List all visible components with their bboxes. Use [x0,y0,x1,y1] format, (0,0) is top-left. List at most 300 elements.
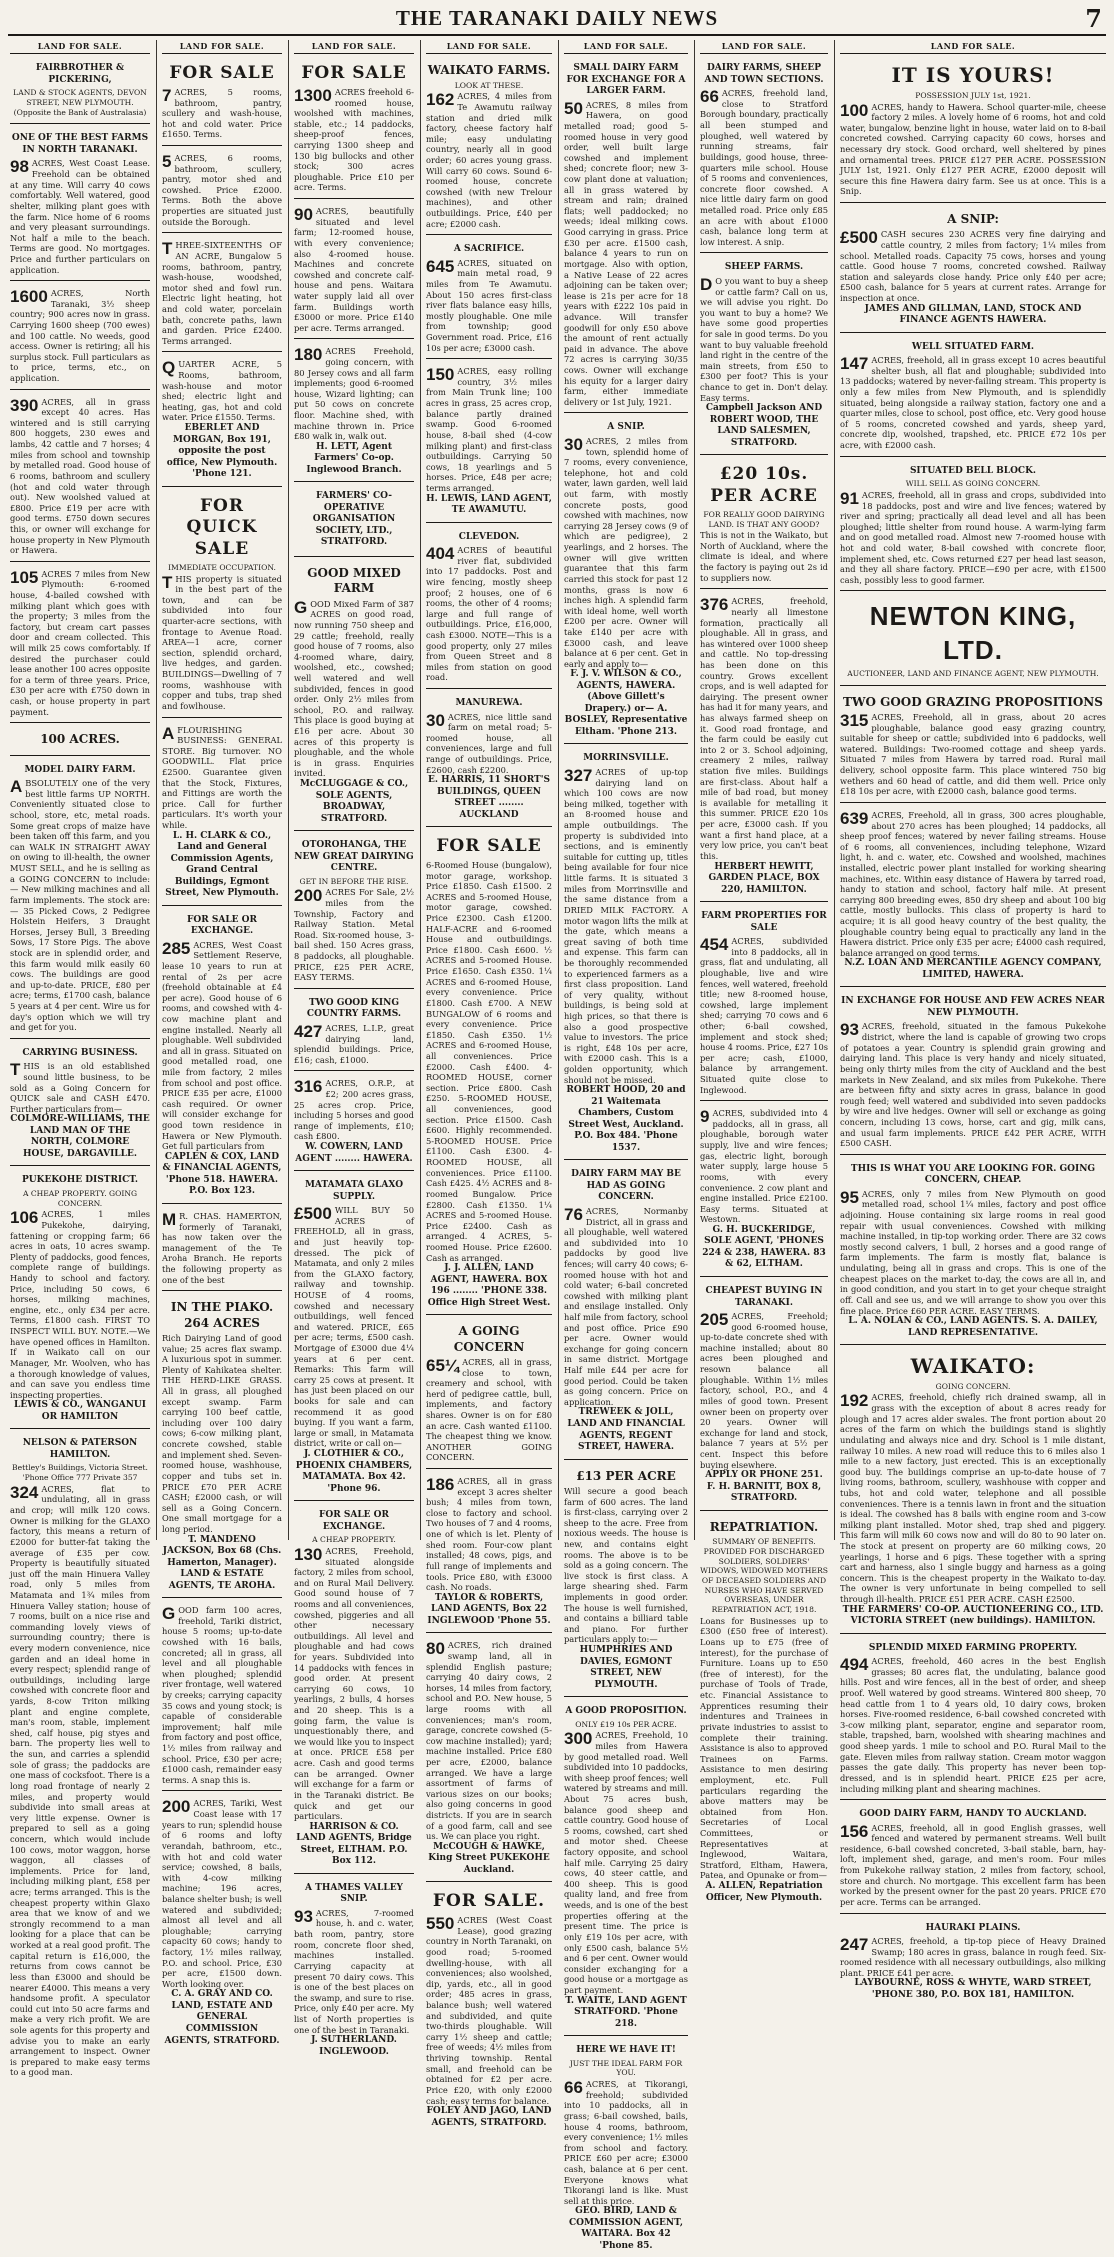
ad-body [426,366,552,493]
ad-acreage: 550 [426,1914,455,1934]
ad-body-text: ACRES, O.R.P., at £2; 200 acres grass, 25 acres crop. Price, including 5 horses and good range of implements, £10; cash £800. [294,1078,414,1142]
ad-heading: ONE OF THE BEST FARMS IN NORTH TARANAKI. [11,133,149,155]
ad-body [426,1476,552,1593]
column-4 [422,40,556,2128]
ad-acreage: 454 [700,935,729,955]
ad-agent-signature: CAPLEN & COX, LAND & FINANCIAL AGENTS, 'Phone 518. HAWERA. P.O. Box 123. [162,1151,282,1197]
ad-heading: WAIKATO FARMS. [427,63,551,78]
classified-ad [700,592,828,902]
ad-body [700,596,828,861]
ad-body [840,1021,1106,1148]
ad-agent-signature: FOLEY AND JAGO, LAND AGENTS, STRATFORD. [426,2106,552,2128]
classified-ad [162,1794,282,2052]
ad-body-text: ACRES, all in grass, close to town, creamery and school, with herd of pedigree cattle, bull, implements, and factory shares. Owner is on for £80 an acre. Cash wanted £1100. The cheapest thing we know. ANOTHER GOING CONCERN. [426,1356,552,1463]
ad-acreage: D [700,274,713,294]
ad-heading: TWO GOOD GRAZING PROPOSITIONS [843,694,1103,709]
classified-ad [162,1294,282,1598]
ad-heading: TWO GOOD KING COUNTRY FARMS. [306,997,402,1020]
ad-heading: FOR SALE. [432,1891,546,1912]
classified-ad [700,905,828,1101]
ad-body-text: ACRES, freehold, 460 acres in the best English grasses; 80 acres flat, the undulating, balance good hills. Post and wire fences, all in the best of order, and sheep proof. Well watered by good streams. Wintered 800 sheep, 70 head cattle from 1 to 4 years old, 10 dairy cows, broken horses. Five-roomed residence, 6-bail cowshed concreted with 3-cow milking plant, separator, engine and separator room, stable, trapshed, barn, woolshed with shearing machines and good sheep yards. 1 mile to school and P.O. Rural Mail to the gate. Eleven miles from railway station. Cream motor waggon passes the gate daily. This property has never been top-dressed, and is in splendid heart. PRICE £25 per acre, including milking plant and shearing machines. [840,1656,1106,1794]
ad-agent-signature: HUMPHRIES AND DAVIES, EGMONT STREET, NEW PLYMOUTH. [579,1645,673,1690]
ad-body-text: ACRES, all in grass except 40 acres. Has wintered and is still carrying 800 hoggets, 230 ewes and lambs, 42 cattle and 7 horses; 4 miles from school and township by metalled road. Good house of 6 rooms, bathroom and scullery (hot and cold water through out). New woolshed valued at £800. Price £19 per acre with good terms. £750 down secures this, or owner will exchange for house property in New Plymouth or Hawera. [10,396,150,556]
ad-heading: MATAMATA GLAXO SUPPLY. [304,1180,404,1202]
column-section-header: LAND FOR SALE. [294,40,414,54]
ad-heading: £13 PER ACRE [576,1468,676,1483]
ad-agent-signature: McCOUGH & HAWKE, King Street PUKEKOHE Auckland. [428,1841,550,1875]
ad-body-text: ACRES 7 miles from New Plymouth: 6-roomed house, 4-bailed cowshed with milking plant which goes with the property; 3 miles from the factory, but cream cart passes door and cream collected. This will milk 25 cows comfortably. If desired the purchaser could lease another 100 acres opposite for a term of three years. Price, £30 per acre with £750 down in cash, or house property in part payment. [10,568,150,717]
ad-acreage: 147 [840,354,869,374]
ad-agent-signature: COLMORE-WILLIAMS, THE LAND MAN OF THE NORTH, COLMORE HOUSE, DARGAVILLE. [10,1114,150,1159]
column-section-header: LAND FOR SALE. [700,40,828,54]
ad-body-text: ACRES (West Coast Lease), good grazing country in North Taranaki, on good road; 5-roomed dwelling-house, with all conveniences; also woolshed, dip, yards, etc., all in good order; 485 acres in grass, balance bush; well watered and subdivided, and quite two-thirds ploughable. Will carry 1½ sheep and cattle; free of weeds; 4½ miles from thriving township. Rental small, and freehold can be obtained for £2 per acre. Price £20, with only £2000 cash; easy terms for balance. [426,1915,552,2106]
ad-agent-signature: E. HARRIS, 11 SHORT'S BUILDINGS, QUEEN STREET ........ AUCKLAND [427,775,550,820]
ad-body [564,1730,688,1995]
ad-body-text: ACRES, 4 miles from Te Awamutu railway station and dried milk factory, cheese factory half mile; easy undulating country, nearly all in good order; 60 acres young grass. Will carry 60 cows. Sound 6-roomed house, concrete cowshed (with new Trelour machines), and other outbuildings. Price, £40 per acre; £2000 cash. [426,91,552,229]
classified-ad [162,57,282,146]
classified-ad [700,1104,828,1277]
ad-body [840,810,1106,959]
ad-body [294,346,414,441]
ad-body-text: ACRES, all in grass except 3 acres shelter bush; 4 miles from town, close to factory and school. Two houses of 7 and 4 rooms, one of which is let. Plenty of shed room. Four-cow plant installed; 48 cows, pigs, and full range of implements and tools. Price £80, with £3000 cash. No roads. [426,1476,552,1593]
ad-agent-signature: L. H. CLARK & CO., Land and General Commission Agents, Grand Central Buildings, Egmont Street, New Plymouth. [165,830,279,899]
ad-body-text: OOD farm 100 acres, freehold, Tariki district, house 5 rooms; up-to-date cowshed with 16 bails, concreted; all in grass, all level and all ploughable when ploughed; splendid river frontage, well watered by creeks; carrying capacity 35 cows and young stock; is capable of considerable improvement; half mile from factory and post office, 1½ miles from railway and school. Price, £30 per acre; £1000 cash, remainder easy terms. A snap this is. [162,1605,282,1785]
ad-body [162,359,282,423]
ad-subheading: AUCTIONEER, LAND AND FINANCE AGENT, NEW PLYMOUTH. [847,668,1099,678]
classified-ad [840,1917,1106,2007]
ad-body [840,1823,1106,1908]
ad-body [294,1205,414,1449]
ad-body-text: UARTER ACRE, 5 Rooms, bathroom, wash-house and motor shed; electric light and heating, gas, hot and cold water. Price £1550. Terms. [162,359,282,423]
classified-ad [840,1637,1106,1800]
classified-ad [162,149,282,233]
ad-body [564,1206,688,1408]
classified-ad [426,362,552,522]
ad-heading: MANUREWA. [455,698,523,709]
ad-body [840,102,1106,197]
ad-body-text: ACRES, freehold, all in grass and crops, subdivided into 18 paddocks, post and wire and live fences; watered by river and spring; practically all dead level and all has been ploughed; little shelter from round house. A warm-lying farm and on good metalled road. Almost new 7-roomed house with hot and cold water, 8-bail cowshed with concrete floor, implement shed, etc. Cows returned £27 per head last season, and they all share factory. PRICE—£90 per acre, with £1500 cash, possibly less to good farmer. [840,489,1106,585]
ad-agent-signature: L. A. NOLAN & CO., LAND AGENTS. S. A. DAILEY, LAND REPRESENTATIVE. [848,1316,1098,1338]
ad-acreage: 30 [564,434,583,454]
classified-ad [10,284,150,389]
ad-body-text: ACRES, at Tikorangi, freehold; subdivided into 10 paddocks, all in grass; 6-bail cowshed, bails, house 4 rooms, bathroom, every convenience; 1½ miles from school and factory. PRICE £60 per acre; £3000 cash, balance at 6 per cent. Everyone knows what Tikorangi land is like. Must sell at this price. [564,2079,688,2206]
ad-acreage: 7 [162,85,172,105]
classified-ad [294,1174,414,1501]
ad-body-text: ACRES, Freehold; good 6-roomed house, up-to-date concrete shed with machine installed; about 80 acres been ploughed and resown balance all ploughable. Within 1½ miles factory, school, P.O., and 4 miles of good town. Present owner been on property over 20 years. Owner will exchange for land and stock, balance 7 years at 5½ per cent. Inspect this before buying elsewhere. [700,1311,828,1470]
ad-body [162,940,282,1152]
ad-agent-signature: LEWIS & CO., WANGANUI OR HAMILTON [14,1400,146,1422]
ad-body-text: ACRES, handy to Hawera. School quarter-mile, cheese factory 2 miles. A lovely home of 6 rooms, hot and cold water, bungalow, benzine light in house, water laid on to 8-bail concreted cowshed. Carrying capacity 60 cows, horses and necessary dry stock. Good orchard, well sheltered by pines and ornamental trees. PRICE £127 PER ACRE. POSSESSION JULY 1st, 1921. Only £127 PER ACRE, £2000 deposit will secure this fine Hawera dairy farm. See us at once. This is a Snip. [840,101,1106,197]
ad-acreage: 30 [426,710,445,730]
ad-body-text: Will secure a good beach farm of 600 acres. The land is first-class, carrying over 2 sheep to the acre. Free from noxious weeds. The house is new, and contains eight rooms. The above is to be sold as a going concern. The live stock is first class. A large shearing shed. Farm implements in good order. The house is well furnished, and contains a billiard table and piano. For further particulars apply to:— [564,1485,688,1645]
classified-ad [426,238,552,359]
ad-body [162,153,282,227]
ad-body-text: ACRES, freehold, nearly all limestone formation, practically all ploughable. All in grass, and has wintered over 1000 sheep and cattle. No top-dressing has been done on this country. Grows excellent crops, and is well adapted for dairying. The present owner has had it for many years, and has always farmed sheep on it. Good road frontage, and the farm could be easily cut into 2 or 3. School adjoining, creamery 2 miles, railway station five miles. Buildings are first-class. About half a mile of bad road, but money is available for metalling it this summer. PRICE £20 10s per acre, £3000 cash. If you want a first hand place, at a very low price, you can't beat this. [700,596,828,861]
ad-body-text: O you want to buy a sheep or cattle farm? Call on us, we will advise you right. Do you want to buy a home? We have some good properties for sale in good terms. Do you want to buy valuable freehold land right in the centre of the main streets, from £50 to £300 per foot? This is your chance to get in. Don't delay. Easy terms. [700,275,828,403]
ad-agent-signature: ROBERT HOOD, 20 and 21 Waitemata Chambers, Custom Street West, Auckland. P.O. Box 484. 'Phone 1537. [566,1085,686,1153]
ad-body-text: ACRES, L.I.P., great dairying land, splendid buildings. Price, £16; cash, £1000. [294,1022,414,1065]
ad-heading: SMALL DAIRY FARM FOR EXCHANGE FOR A LARGER FARM. [566,63,686,97]
newspaper-title: THE TARANAKI DAILY NEWS [395,6,719,30]
ad-body-text: ACRES, North Taranaki, 3½ sheep country; 900 acres now in grass. Carrying 1600 sheep (700 ewes) and 100 cattle. No weeds, good access. Owner is retiring; all his surplus stock. Full particulars as to price, terms, etc., on application. [10,288,150,384]
ad-body [294,1908,414,2035]
ad-body [840,229,1106,303]
classified-ad [426,830,552,1315]
ad-body-text: ACRES of beautiful river flat, subdivided into 17 paddocks. Post and wire fencing, mostly sheep proof; 2 houses, one of 6 rooms, the other of 4 rooms; large and full range of outbuildings. Price, £16,000, cash £3000. NOTE—This is a good property, only 27 miles from Queen Street and 8 miles from station on good road. [426,545,552,683]
ad-body [294,87,414,193]
ad-acreage: 324 [10,1482,39,1502]
ad-heading: REPATRIATION. [709,1519,819,1534]
ad-agent-signature: APPLY OR PHONE 251. F. H. BARNITT, BOX 8, STRATFORD. [705,1470,823,1504]
column-divider [834,40,835,1540]
ad-body [10,1061,150,1114]
ad-heading: A GOING CONCERN [453,1324,525,1354]
ad-acreage: T [162,239,173,259]
ad-agent-signature: T. WAITE, LAND AGENT STRATFORD. 'Phone 218. [565,1995,687,2029]
ad-heading: THIS IS WHAT YOU ARE LOOKING FOR. GOING CONCERN, CHEAP. [850,1163,1096,1186]
ad-acreage: 65¼ [426,1355,460,1375]
ad-body-text: ACRES, easy rolling country, 3½ miles from Main Trunk line; 100 acres in grass, 25 acres crop, balance partly drained swamp. Good 6-roomed house, 8-bail shed (4-cow milking plant) and first-class outbuildings. Carrying 50 cows, 18 yearlings and 5 horses. Price, £48 per acre; terms arranged. [426,366,552,493]
ad-body-text: ACRES, Freehold, 10 miles from Hawera by good metalled road. Well subdivided into 10 paddocks, with sheep proof fences; well watered by streams and mill. About 75 acres bush, balance good sheep and cattle country. Good house of 5 rooms, cowshed, cart shed and motor shed. Cheese factory opposite, and school half mile. Carrying 25 dairy cows, 40 steer cattle, and 400 sheep. This is good quality land, and free from weeds, and is one of the best properties offering at the present time. The price is only £19 10s per acre, with only £500 cash, balance 5½ and 6 per cent. Owner would consider exchanging for a good house or a mortgage as part payment. [564,1730,688,1995]
column-2 [158,40,286,2046]
ad-body [294,206,414,333]
ad-acreage: 186 [426,1475,455,1495]
ad-body-text: ACRES freehold 6-roomed house, woolshed with machines, stable, etc.; 14 paddocks, sheep-proof fences, carrying 1300 sheep and 130 big bullocks and other stock; 300 acres ploughable. Price £10 per acre. Terms. [294,86,414,193]
ad-acreage: 93 [294,1906,313,1926]
ad-body-text: R. CHAS. HAMERTON, formerly of Taranaki, has now taken over the management of the Te Aroha Branch. He reports the following property as one of the best [162,1210,282,1285]
ad-heading: DAIRY FARMS, SHEEP AND TOWN SECTIONS. [704,63,824,85]
ad-acreage: 105 [10,567,39,587]
column-divider [558,40,559,1540]
ad-body [294,599,414,779]
ad-agent-signature: Campbell Jackson AND ROBERT WOOD, THE LAND SALESMEN, STRATFORD. [705,403,823,448]
ad-heading: 100 ACRES. [40,732,120,747]
ad-agent-signature: H. LEWIS, LAND AGENT, TE AWAMUTU. [426,493,552,516]
classified-ad [426,1318,552,1469]
ad-body-text: FLOURISHING BUSINESS: GENERAL STORE. Big turnover. NO GOODWILL. Flat price £2500. Guarantee given that the Stock, Fixtures, and Fittings are worth the price. Call for further particulars. It's worth your while. [162,724,282,830]
ad-agent-signature: HARRISON & CO. LAND AGENTS, Bridge Street, ELTHAM. P.O. Box 112. [296,1821,412,1867]
ad-agent-signature: N.Z. LOAN AND MERCANTILE AGENCY COMPANY, LIMITED, HAWERA. [844,958,1102,980]
classified-ad [840,57,1106,203]
classified-ad [294,1877,414,2063]
classified-ad [840,1803,1106,1913]
ad-body-text: ACRES Freehold, going concern, with 80 Jersey cows and all farm implements; good 6-roomed house, Wizard lighting; can put 50 cows on concrete floor. Machine shed, with machine thrown in. Price £80 walk in, walk out. [294,346,414,442]
ad-body-text: ACRES, Freehold, all in grass, about 20 acres ploughable, balance good easy grazing country, suitable for sheep or cattle; subdivided into 6 paddocks, well watered. Buildings: Two-roomed cottage and sheep yards. Situated 7 miles from Hawera by tarred road. Rural mail delivery, school opposite farm. This place wintered 750 big wethers and 60 head of cattle, and did them well. Price only £18 10s per acre, with £2000 cash, balance good terms. [840,712,1106,797]
ad-agent-signature: J. SUTHERLAND. INGLEWOOD. [311,2035,397,2057]
ad-agent-signature: JAMES AND GILLMAN, LAND, STOCK AND FINANCE AGENTS HAWERA. [864,303,1082,326]
ad-subheading: Bettley's Buildings, Victoria Street. 'Phone Office 777 Private 357 [12,1463,148,1483]
ad-heading: IN THE PIAKO. 264 ACRES [170,1300,274,1330]
ad-acreage: 327 [564,765,593,785]
ad-acreage: 200 [294,886,323,906]
ad-subheading: ONLY £19 10s PER ACRE. [575,1719,677,1729]
ad-heading: A GOOD PROPOSITION. [565,1706,687,1717]
ad-body-text: ACRES, Freehold, all in grass, 300 acres ploughable, about 270 acres has been ploughed; 14 paddocks, all sheep proof fences; watered by never failing streams. House of 6 rooms, all conveniences, including telephone, Wizard light, h. and c. water, etc. Cowshed and woolshed, machines installed, electric power plant installed for working shearing machines, etc. Within easy distance of Hawera by tarred road, handy to station and school, factory half mile. At present carrying 800 breeding ewes, 850 dry sheep and about 100 big cattle, mostly bullocks. This class of property is hard to acquire; it is all good heavy country of the best quality, the ploughable country being equal to practically any land in the Hawera district. Price only £35 per acre; £4000 cash required, balance arranged on good terms. [840,809,1106,958]
ad-agent-signature: F. J. V. WILSON & CO., AGENTS, HAWERA. (Above Gillett's Drapery.) or— A. BOSLEY, Representative Eltham. 'Phone 213. [564,669,688,737]
ad-body-text: OOD Mixed Farm of 387 ACRES on good road, now running 750 sheep and 29 cattle; freehold, really good house of 7 rooms, also 4-roomed whare, dairy, woolshed, etc., cowshed; well watered and well subdivided, fences in good order. Only 2½ miles from school, P.O. and railway. This place is good buying at £16 per acre. About 30 acres of this property is ploughable, and the whole is in grass. Enquiries invited. [294,598,414,779]
ad-subheading: FOR REALLY GOOD DAIRYING LAND. IS THAT ANY GOOD? [703,509,825,529]
ad-body [10,397,150,556]
ad-body-text: Loans for Businesses up to £300 (£50 free of interest). Loans up to £75 (free of interest), for the purchase of Furniture. Loans up to £50 (free of interest), for the purchase of Tools of Trade, etc. Financial Assistance to Apprentices resuming their indentures and Trainees in private industries to assist to complete their training. Assistance is also to approved Trainees on Farms. Assistance to men desiring employment, etc. Full particulars regarding the above matters may be obtained from Hon. Secretaries of Local Committees, or Representatives at Inglewood, Waitara, Stratford, Eltham, Hawera, Patea, and Opunake or from— [700,1615,828,1881]
ad-body-text: ACRES, 2 miles from town, splendid home of 7 rooms, every convenience, telephone, hot and cold water, lawn garden, well laid out farm, with mostly concrete posts, good cowshed with machines, now carrying 28 Jersey cows (9 of which are pedigree), 2 yearlings, and 2 horses. The owner will give written guarantee that this farm carried this stock for past 12 months, grass is now 6 inches high. A splendid farm with ideal home, well worth £200 per acre. Owner will take £140 per acre with £3000 cash, and leave balance at 6 per cent. Get in early and apply to— [564,435,688,669]
ad-body-text: ACRES, rich drained swamp land, all in splendid English pasture; carrying 40 dairy cows, 2 horses, 14 miles from factory, school and P.O. New house, 5 large rooms with all conveniences; man's room, garage, concrete cowshed (5-cow machine installed); yard; machine installed. Price £80 per acre, £2000, balance arranged. We have a large assortment of farms of various sizes on our books; also going concerns in good districts. If you are in search of a good farm, call and see us. We can place you right. [426,1640,552,1842]
column-section-header: LAND FOR SALE. [426,40,552,54]
classified-ad [294,992,414,1071]
ad-subheading: JUST THE IDEAL FARM FOR YOU. [569,2058,683,2078]
ad-acreage: 180 [294,345,323,365]
ad-heading: WELL SITUATED FARM. [911,341,1035,352]
masthead [0,0,1114,36]
classified-ad [10,759,150,1039]
ad-agent-signature: LAYBOURNE, ROSS & WHYTE, WARD STREET, 'PHONE 380, P.O. BOX 181, HAMILTON. [854,1978,1092,2000]
ad-acreage: T [10,1060,21,1080]
ad-body-text: ACRES, Freehold, situated alongside factory, 2 miles from school, and on Rural Mail Delivery. Good sound house of 7 rooms and all conveniences, cowshed, piggeries and all other necessary outbuildings. All level and ploughable and had cows for years. Subdivided into 14 paddocks with fences in good order. At present carrying 60 cows, 10 yearlings, 2 bulls, 4 horses and 20 sheep. This is a going farm, the value is unquestionably there, and we would like you to inspect at once. PRICE £58 per acre. Cash and good terms can be arranged. Owner will exchange for a farm or in the Taranaki district. Be quick and get our particulars. [294,1545,414,1822]
ad-acreage: 150 [426,365,455,385]
ad-heading: FOR SALE [436,836,542,857]
ad-body [564,767,688,1085]
ad-subheading: IMMEDIATE OCCUPATION. [168,562,276,572]
ad-acreage: T [162,572,173,592]
ad-acreage: 494 [840,1655,869,1675]
ad-heading: HAURAKI PLAINS. [925,1922,1021,1933]
ad-acreage: £500 [840,228,878,248]
ad-acreage: 639 [840,808,869,828]
ad-acreage: 66 [564,2078,583,2098]
ad-heading: A SACRIFICE. [453,244,525,255]
classified-ad [564,1700,688,2036]
ad-heading: SPLENDID MIXED FARMING PROPERTY. [868,1642,1078,1653]
ad-acreage: 90 [294,205,313,225]
ad-acreage: 404 [426,544,455,564]
ad-body-text: ACRES, Normanby District, all in grass and all ploughable, well watered and subdivided into 10 paddocks by good live fences; will carry 40 cows; 6-roomed house with hot and cold water; 6-bail concreted cowshed with milking plant and ensilage installed. Only half mile from factory, school and post office. Price £90 per acre. Owner would exchange for going concern in same district. Mortgage Half mile £44 per acre for good period. Could be taken as going concern. Price on application. [564,1205,688,1407]
ad-agent-signature: TREWEEK & JOLL, LAND AND FINANCIAL AGENTS, REGENT STREET, HAWERA. [567,1407,685,1453]
classified-ad [10,127,150,281]
classified-ad [700,458,828,589]
ad-heading: MODEL DAIRY FARM. [24,764,136,775]
classified-ad [294,57,414,199]
ad-body [700,1108,828,1225]
ad-body-text: This is not in the Waikato, but North of Auckland, where the climate is ideal, and where the factory is paying out 2s id to suppliers now. [700,530,828,583]
ad-heading: OTOROHANGA, THE NEW GREAT DAIRYING CENTRE. [294,840,414,874]
ad-acreage: 106 [10,1208,39,1228]
ad-heading: IT IS YOURS! [891,63,1055,88]
classified-ad [426,692,552,827]
ad-body [700,88,828,247]
classified-ad [294,342,414,482]
classified-ad [840,206,1106,333]
ad-subheading: GOING CONCERN. [935,1381,1011,1391]
ad-body-text: ACRES, beautifully situated and level farm; 12-roomed house, with every convenience; also 4-roomed house. Machines and concrete cowshed and concrete calf-house and pens. Waitara water supply laid all over farm. Buildings worth £3000 or more. Price £140 per acre. Terms arranged. [294,206,414,333]
ad-body [294,887,414,982]
classified-ad [564,1163,688,1459]
classified-ad [426,1885,552,2134]
ad-body [426,860,552,1263]
classified-ad [10,57,150,124]
ad-body [840,490,1106,585]
ad-body [294,1546,414,1822]
ad-body-text: HIS property is situated in the best part of the town, and can be subdivided into four quarter-acre sections, with frontage to Avenue Road. AREA—1 acre, corner section, splendid orchard, live hedges, and garden. BUILDINGS—Dwelling of 7 rooms, washhouse with copper and tubs, trap shed and fowlhouse. [162,573,282,711]
ad-heading: MORRINSVILLE. [583,753,669,764]
ad-acreage: 192 [840,1391,869,1411]
classified-ad [840,336,1106,457]
ad-agent-signature: McCLUGGAGE & CO., SOLE AGENTS, BROADWAY, STRATFORD. [299,779,409,824]
ad-body [426,712,552,776]
ad-heading: GOOD DAIRY FARM, HANDY TO AUCKLAND. [859,1809,1087,1820]
classified-ad [162,490,282,718]
ad-acreage: 300 [564,1729,593,1749]
ad-body-text: ACRES, freehold land, close to Stratford Borough boundary, practically all been stumped and ploughed, well watered by running streams, fair buildings, good house, three-quarters mile school. House of 5 rooms and conveniences, concrete floor cowshed. A nice little dairy farm on good metalled road. Price only £85 an acre with about £1000 cash, balance long term at low interest. A snip. [700,88,828,247]
ad-acreage: A [10,777,23,797]
ad-agent-signature: TAYLOR & ROBERTS, LAND AGENTS, Box 22 INGLEWOOD 'Phone 55. [427,1592,551,1626]
ad-subheading: POSSESSION JULY 1st, 1921. [915,90,1031,100]
ad-heading: A SNIP: [947,212,999,227]
ad-heading: CLEVEDON. [458,531,520,542]
ad-body [10,778,150,1033]
ad-body-text: ACRES, 7-roomed house, h. and c. water, bath room, pantry, store room, concrete floor shed, machines installed. Carrying capacity at present 70 dairy cows. This is one of the best places on the swamp, and sure to rise. Price, only £40 per acre. My list of North properties is one of the best in Taranaki. [294,1907,414,2035]
ad-body [564,100,688,408]
ad-heading: FOR SALE [301,63,407,84]
classified-ad [162,1601,282,1791]
ad-body [564,436,688,669]
ad-acreage: 5 [162,152,172,172]
ad-body-text: HREE-SIXTEENTHS OF AN ACRE, Bungalow 5 rooms, bathroom, pantry, wash-house, woodshed, motor shed and fowl run. Electric light heating, hot and cold water, porcelain bath, concrete paths, lawn and garden. Price £2400. Terms arranged. [162,240,282,346]
ad-agent-signature: H. LETT, Agent Farmers' Co-op. Inglewood Branch. [306,441,402,475]
ad-body-text: ACRES, freehold, chiefly rich drained swamp, all in grass with the exception of about 8 acres ready for plough and 17 acres alder swales. The front portion about 20 acres of the farm on which the buildings stand is slightly undulating and always nice and dry. School is 1 mile distant, railway 10 miles. A new road will reduce this to 6 miles also 1 mile to a new factory, just erected. This is an exceptionally good buy. The buildings comprise an up-to-date house of 7 living rooms, bathroom, scullery, washhouse with copper and tubs, hot and cold water, telephone and all possible conveniences. There is a tennis lawn in front and the situation is ideal. The cowshed has 8 bails with engine room and 3-cow milking plant installed. Motor shed, trap shed and piggery. This farm will milk 60 cows now and will do 80 to 90 later on. The stock at present on property are 60 milking cows, 20 yearlings, 1 horse and 6 pigs. These together with a spring cart and harness, also 1 single buggy and harness as a going concern. This is the cheapest property in the Waikato to-day. The owner is very unfortunate in being compelled to sell through ill-health. PRICE £51 PER ACRE. CASH £2500. [840,1392,1106,1605]
ad-body [426,545,552,683]
ad-acreage: 390 [10,395,39,415]
ad-acreage: 316 [294,1077,323,1097]
ad-heading: GOOD MIXED FARM [307,566,401,596]
classified-ad [426,57,552,235]
classified-ad [10,1169,150,1429]
ad-body [162,87,282,140]
ad-body-text: 6-Roomed House (bungalow), motor garage, workshop. Price £1850. Cash £1500. 2 ACRES and 5-roomed House, motor garage, cowshed. Price £2300. Cash £1200. HALF-ACRE and 6-roomed House and outbuildings. Price £1800. Cash £600. ½ ACRES and 5-roomed House. Price £1650. Cash £350. 1¼ ACRES and 6-roomed House, every convenience. Price £1800. Cash £700. A NEW BUNGALOW of 6 rooms and every convenience. Price £1850. Cash £350. 1½ ACRES and 6-roomed House, all conveniences. Price £2000. Cash £400. 4-ROOMED HOUSE, corner section. Price £800. Cash £250. 5-ROOMED HOUSE, all conveniences, good section. Price £1500. Cash £600. Highly recommended. 5-ROOMED HOUSE. Price £1100. Cash £300. 4-ROOMED HOUSE, all conveniences. Price £1100. Cash £425. 4½ ACRES and 8-roomed Bungalow. Price £2800. Cash £1350. 1¼ ACRES and 5-roomed House. Price £2400. Cash as arranged. 4 ACRES, 5-roomed House. Price £2600. Cash as arranged. [426,860,552,1263]
ad-body-text: ACRES, freehold, situated in the famous Pukekohe district, where the land is capable of growing two crops of potatoes a year. Country is splendid grain growing and dairying land. This place is very handy and nicely situated, being only thirty miles from the city of Auckland and the best markets in New Zealand, and six miles from Pukekohe. There are between fifty and sixty acres in grass, balance in good rough feed; well watered and subdivided into seven paddocks by wire and live hedges. Owner will sell or exchange as going concern, including 13 cows, horse, cart and gig, milk cans, and usual farm implements. PRICE £42 PER ACRE, WITH £500 CASH. [840,1021,1106,1149]
ad-body [426,1915,552,2106]
ad-acreage: 645 [426,256,455,276]
ad-body [700,530,828,583]
column-divider [156,40,157,1540]
ad-agent-signature: T. MANDENO JACKSON, Box 68 (Chs. Hamerton, Manager). LAND & ESTATE AGENTS, TE AROHA. [162,1534,282,1591]
ad-acreage: 98 [10,157,29,177]
ad-body [564,1486,688,1645]
ad-heading: A SNIP. [607,422,645,433]
ad-acreage: 1600 [10,287,48,307]
classified-ad [426,1636,552,1882]
classified-ad [564,416,688,744]
ad-body [426,91,552,229]
column-section-header: LAND FOR SALE. [10,40,150,54]
ad-subheading: SUMMARY OF BENEFITS. PROVIDED FOR DISCHARGED SOLDIERS, SOLDIERS' WIDOWS, WIDOWED MOTHERS OF DECEASED SOLDIERS AND NURSES WHO HAVE SERVED OVERSEAS, UNDER REPATRIATION ACT, 1918. [700,1537,828,1615]
ad-body [426,1357,552,1463]
ad-acreage: 247 [840,1935,869,1955]
ad-body [10,569,150,718]
classified-ad [564,747,688,1160]
column-section-header: LAND FOR SALE. [162,40,282,54]
classified-ad [294,202,414,339]
ad-acreage: 285 [162,938,191,958]
classified-ad [564,57,688,413]
ad-acreage: G [162,1604,176,1624]
classified-ad [840,806,1106,988]
ad-subheading: WILL SELL AS GOING CONCERN. [905,479,1041,489]
classified-ad [564,2039,688,2257]
ad-heading: FOR QUICK SALE [186,495,258,560]
ad-body [10,1484,150,2078]
ad-heading: FARMERS' CO-OPERATIVE ORGANISATION SOCIETY, LTD., STRATFORD. [312,491,396,548]
ad-acreage: Q [162,358,176,378]
ad-heading: SITUATED BELL BLOCK. [909,465,1037,476]
classified-ad [840,1158,1106,1345]
ad-agent-signature: C. A. GRAY AND CO. LAND, ESTATE AND GENERAL COMMISSION AGENTS, STRATFORD. [164,1989,280,2046]
classified-ad [840,689,1106,803]
ad-body [426,1640,552,1842]
ad-acreage: 200 [162,1797,191,1817]
ad-heading: FOR SALE [169,63,275,84]
ad-body-text: ACRES, 1 miles Pukekohe, dairying, fattening or cropping farm; 66 acres in oats, 10 acres swamp. Plenty of paddocks, good fences, complete range of buildings. Handy to school and factory. Price, including 50 cows, 6 horses, milking machines, engine, etc., only £34 per acre. Terms, £1800 cash. FIRST TO INSPECT WILL BUY. NOTE.—We have opened offices in Hamilton. If in Waikato call on our Manager, Mr. Woolven, who has a thorough knowledge of values, and can save you endless time inspecting properties. [10,1209,150,1400]
ad-body [162,1798,282,1989]
ad-body [840,712,1106,797]
ad-acreage: 315 [840,711,869,731]
column-divider [420,40,421,1540]
ad-acreage: £500 [294,1204,332,1224]
ad-heading: WAIKATO: [910,1354,1036,1379]
ad-acreage: 100 [840,100,869,120]
ad-body-text: ACRES, only 7 miles from New Plymouth on good metalled road, school 1¼ miles, factory and post office adjoining. House containing six large rooms in real good repair with usual conveniences. Cowshed with milking machine installed, in tip-top working order. There are 32 cows mostly second calvers, 1 bull, 2 horses and a good range of farm implements. The farm is mostly flat, balance is undulating, being all in grass and crops. This is one of the cheapest places on the market to-day, the cows are all in, and in good condition, and you start in to get your cheque straight off. Call and see us, and we will arrange to show you over this fine place. Price £60 PER ACRE. EASY TERMS. [840,1188,1106,1316]
ad-heading: DAIRY FARM MAY BE HAD AS GOING CONCERN. [571,1169,681,1203]
ad-subheading: A CHEAP PROPERTY. GOING CONCERN. [22,1188,138,1208]
ad-agent-signature: THE FARMERS' CO-OP. AUCTIONEERING CO., LTD. VICTORIA STREET (new buildings). HAMILTON. [842,1604,1104,1627]
ad-heading: CHEAPEST BUYING IN TARANAKI. [705,1286,823,1308]
ad-subheading: LAND & STOCK AGENTS, DEVON STREET, NEW PLYMOUTH. (Opposite the Bank of Australasia) [13,88,147,117]
ad-heading: FAIRBROTHER & PICKERING, [35,63,125,85]
ad-body-text: BSOLUTELY one of the very best little farms UP NORTH. Conveniently situated close to school, store, etc, metal roads. Some great crops of maize have been taken off this farm, and you can WALK IN STRAIGHT AWAY on owing to ill-health, the owner MUST SELL, and he is selling as a GOING CONCERN to include:— New milking machines and all farm implements. The stock are:— 35 Picked Cows, 2 Pedigree Holstein Heifers, 3 Draught Horses, Jersey Bull, 3 Breeding Sows, 17 Store Pigs. The above stock are in splendid order, and this farm would milk easily 60 cows. The buildings are good and up-to-date. PRICE, £80 per acre; terms, £1700 cash, balance 5 years at 4 per cent. Wire us for day's option which we will try and get for you. [10,778,150,1033]
ad-acreage: 91 [840,488,859,508]
ad-acreage: 66 [700,87,719,107]
ad-acreage: 130 [294,1544,323,1564]
ad-acreage: 76 [564,1204,583,1224]
ad-agent-signature: A. ALLEN, Repatriation Officer, New Plymouth. [705,1881,823,1903]
ad-heading: HERE WE HAVE IT! [576,2045,676,2056]
ad-acreage: 376 [700,595,729,615]
ad-body [700,936,828,1095]
ad-acreage: 9 [700,1107,710,1127]
ad-body-text: ACRES For Sale, 2½ miles from the Township, Factory and Railway Station. Metal Road. Six-roomed house, 3-bail shed. 150 Acres grass, 8 paddocks, all ploughable. PRICE, £25 PER ACRE, EASY TERMS. [294,887,414,983]
ad-body [840,1392,1106,1604]
classified-ad [162,355,282,486]
classified-ad [700,57,828,253]
classified-ad [10,1042,150,1167]
ad-acreage: 93 [840,1020,859,1040]
ad-body [426,258,552,353]
classified-ad [10,726,150,755]
ad-body [700,1311,828,1470]
ad-body [294,1023,414,1065]
ad-acreage: A [162,723,175,743]
ad-body-text: ACRES, West Coast Settlement Reserve, lease 10 years to run at rental of 2s per acre (freehold obtainable at £4 per acre). Good house of 6 rooms, and cowshed with 4-cow machine plant and engine installed. Nearly all ploughable. Well subdivided and all in grass. Situated on good metalled road, one mile from factory, 2 miles from school and post office. PRICE £35 per acre, £1000 cash required. Or owner will consider exchange for good town residence in Hawera or New Plymouth. Get full particulars from [162,939,282,1152]
classified-ad [294,560,414,831]
ad-body-text: ACRES, flat to undulating, all in grass and crop; will milk 120 cows. Owner is milking for the GLAXO factory, this means a return of £2000 for butter-fat taking the average of £35 per cow. Property is beautifully situated just off the main Hinuera Valley road, only 5 miles from Matamata and 1¾ miles from Hinuera Valley station; house of 7 rooms, built on a nice rise and commanding lovely views of surrounding country; there is every modern convenience, nice garden and an ideal home in every respect; splendid range of outbuildings, including large cowshed with concrete floor and yards, 8-cow Triton milking plant and engine complete, man's room, stable, implement shed, calf house, pig styes and barn. The property lies well to the sun, and carries a splendid sole of grass; the paddocks are one mass of cocksfoot. There is a long road frontage of nearly 2 miles, and property would subdivide into small areas at very little expense. Owner is prepared to sell as a going concern, which would include 100 cows, motor waggon, horse waggon, all classes of implements. Price for land, including milking plant, £58 per acre; terms arranged. This is the cheapest property within Glaxo area that we know of and we strongly recommend to a man looking for a place that can be worked at a real good profit. The capital return is £16,000, the returns from cows cannot be less than £3000 and should be nearer £4000. This means a very handsome profit. A speculator could cut into 50 acre farms and make a very rich profit. We are sole agents for this property and advise you to make an early arrangement to inspect. Owner is prepared to make easy terms to a good man. [10,1483,150,2078]
classified-ad [162,1207,282,1291]
ad-heading: FOR SALE OR EXCHANGE. [319,1510,389,1532]
ad-body-text: ACRES of up-top dairying land on which 100 cows are now being milked, together with an 8-roomed house and ample outbuildings. The property is subdivided into sections, and is eminently suitable for cutting up, titles being available for four nice little farms. It is situated 3 miles from Morrinsville and the same distance from a DRIED MILK FACTORY. A motor wagon lifts the milk at the gate, which means a great saving of both time and expense. This farm can be thoroughly recommended to experienced farmers as a first class proposition. Land of very quality, without buildings, is being sold at high prices, so that there is also a good prospective value to investors. The price is right, £48 10s per acre, with £2000 cash. This is a golden opportunity, which should not be missed. [564,766,688,1085]
ad-subheading: A CHEAP PROPERTY. [312,1535,396,1545]
classified-ad [840,460,1106,592]
classified-ad [162,721,282,906]
ad-acreage: 162 [426,90,455,110]
ad-acreage: 156 [840,1821,869,1841]
classified-ad [294,485,414,557]
